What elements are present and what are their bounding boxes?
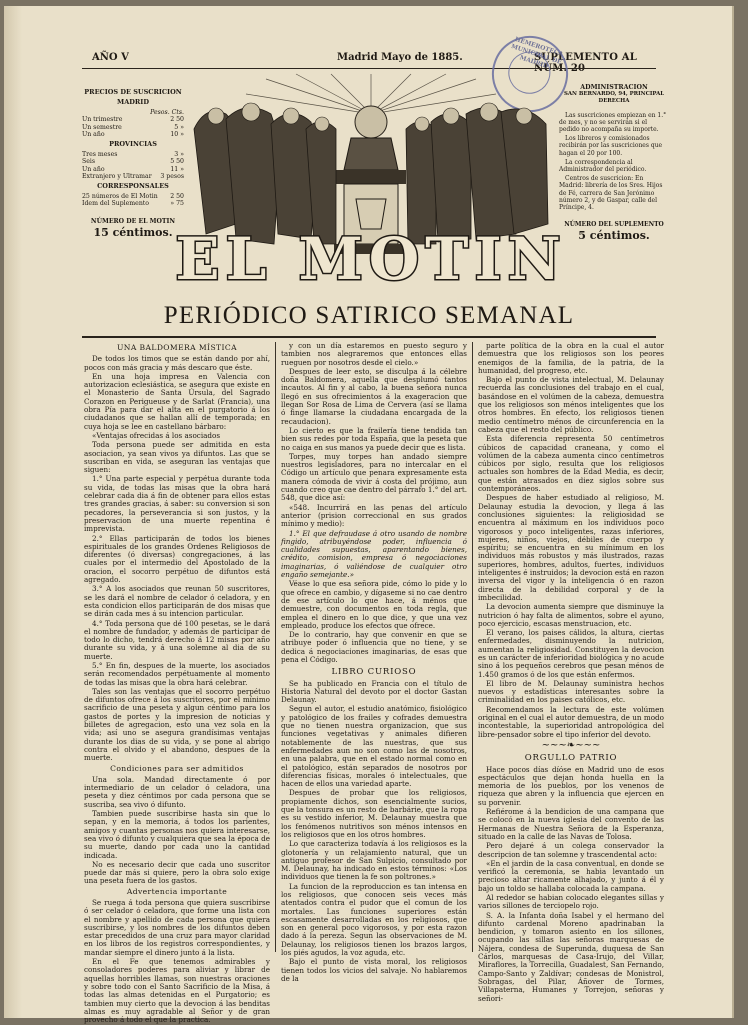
subtitle-rule [82, 336, 656, 338]
paragraph: 4.° Toda persona que dé 100 pesetas, se le dará el nombre de fundador, y además de participar de todo lo dicho, tendrá derecho á 12 misas por año durante su vida, y á una solemne al dia de su muerte. [84, 618, 270, 661]
price-row: Un año 10 » [82, 131, 184, 139]
ornament-divider: ~~~❧~~~ [541, 739, 601, 751]
paragraph: Recomendamos la lectura de este volúmen original en el cual el autor demuestra, de un modo incontestable, la superioridad antropológica del libre-pensador sobre el tipo inferior del devoto. [478, 704, 664, 739]
paragraph: Torpes, muy torpes han andado siempre nuestros legisladores, para no intercalar en el Código un artículo que penara expresamente esta manera cómoda de vivir á costa del prójimo, aun cuando creo que cae dentro del párrafo 1.° del art. 548, que dice así: [281, 451, 467, 503]
admin-line: La correspondencia al Administrador del periódico. [559, 158, 647, 174]
column-1 [84, 342, 270, 1025]
paragraph: La funcion de la reproduccion es tan intensa en los religiosos, que conocen seis veces más atentados contra el pudor que el comun de los mortales. Las funciones superiores están escasamente desarrolladas en los religiosos, que son en general poco vigorosos, y por esta razon dado á la pereza. Segun las observaciones de M. Delaunay, los religiosos tienen los brazos largos, los piés agudos, la voz aguda, etc. [281, 881, 467, 958]
subheading: Advertencia importante [126, 886, 228, 896]
paragraph: En el Fe que tenemos admirables y consoladores poderes para aliviar y librar de aquellas horribles llamas, son nuestras oraciones y sobre todo con el Santo Sacrificio de la Misa, á todas las almas detenidas en el Purgatorio; es tambien muy cierto que la devocion á las benditas almas es muy agradable al Señor y de gran provecho á todo el que la practica. [84, 957, 270, 1025]
admin-line: Centros de suscricion: En Madrid: librería de los Sres. Hijos de Fé, carrera de San Jerónimo número 2, y de Gaspar, calle del Príncipe, 4. [559, 175, 663, 212]
paragraph: «En el jardin de la casa conventual, en donde se verificó la ceremonia, se habia levantado un precioso altar ricamente alhajado, y junto á él y bajo un toldo se hallaba colocada la campana. [478, 858, 664, 893]
paragraph: Se ha publicado en Francia con el título de Historia Natural del devoto por el doctor Gastan Delaunay. [281, 678, 467, 705]
paragraph: Despues de probar que los religiosos, propiamente dichos, son esencialmente sucios, que la tonsura es un resto de barbárie, que la ropa es su vestido inferior, M. Delaunay muestra que los fenómenos nutritivos son ménos intensos en los religiosos que en los otros hombres. [281, 788, 467, 839]
issue-year: AÑO V [92, 52, 129, 63]
paragraph: 1.° Una parte especial y perpétua durante toda su vida, de todas las misas que la obra hará celebrar cada dia á fin de obtener para ellos estas tres grandes gracias, á saber: su conversion si son pecadores, la perseverancia si son justos, y la preservacion de una muerte repentina é imprevista. [84, 474, 270, 534]
article-heading: UNA BALDOMERA MÍSTICA [116, 343, 238, 352]
price-row: 25 números de El Motin 2 50 [82, 192, 184, 200]
paragraph: y con un día estaremos en puesto seguro y tambien nos alegraremos que entonces ellas rueguen por nosotros desde el cielo.» [281, 341, 467, 367]
price-row: Seis 5 50 [82, 158, 184, 166]
header-rule [82, 68, 656, 69]
paragraph: Lo que caracteriza todavía á los religiosos es la glotonería y un relajamiento natural, que un antiguo profesor de San Sulpicio, consultado por M. Delaunay, ha indicado en estos términos: «Los individuos que tienen la fe son poltrones.» [281, 839, 467, 882]
paragraph: El verano, los paises cálidos, la altura, ciertas enfermedades, disminuyendo la nutricion, aumentan la religiosidad. Constituyen la devocion es un carácter de inferioridad biológica y no acude sino á los pequeños cerebros que pesan ménos de 1.450 gramos ó de los que están enfermos. [478, 628, 664, 679]
header-line [82, 48, 656, 74]
column-2 [281, 342, 467, 984]
paragraph: Toda persona puede ser admitida en esta asociacion, ya sean vivos ya difuntos. Las que se suscriban en vida, se aseguran las ventajas que siguen: [84, 440, 270, 475]
prices-title: PRECIOS DE SUSCRICION [84, 88, 182, 96]
paragraph: Despues de haber estudiado al religioso, M. Delaunay estudia la devocion, y llega á las conclusiones siguientes: la religiosidad se encuentra al máximum en los individuos poco vigorosos y poco inteligentes, razas inferiores, mujeres, niños, viejos, débiles de cuerpo y espíritu; se encuentra en su mínimum en los individuos más robustos y más ilustrados, razas superiores, hombres, adultos, fuertes, individuos inteligentes é instruidos; la devocion está en razon inversa del vigor y la inteligencia ó en razon directa de la debilidad corporal y de la imbecilidad. [478, 493, 664, 602]
paragraph: Se ruega á toda persona que quiera suscribirse ó ser celador ó celadora, que forme una lista con el nombre y apellido de cada persona que quiera suscribirse, y los nombres de los difuntos deben estar precedidos de una cruz para mayor claridad en los libros de los registros correspondientes, y mandar siempre el dinero junto á la lista. [84, 898, 270, 957]
column-divider [472, 342, 473, 952]
newspaper-page [4, 6, 732, 1025]
price-row: Un trimestre 2 50 [82, 116, 184, 124]
column-divider [275, 342, 276, 952]
admin-title: ADMINISTRACION [580, 84, 648, 91]
supplement-number: SUPLEMENTO AL NÚM. 20 [534, 52, 637, 74]
paragraph: Hace pocos días díóse en Madrid uno de esos espectáculos que dejan honda huella en la memoria de los pueblos, por los venenos de riqueza que abren y la influencia que ejercen en su porvenir. [478, 764, 664, 807]
administration-box [559, 84, 669, 243]
paragraph: Una sola. Mandad directamente ó por intermediario de un celador ó celadora, una peseta y diez céntimos por cada persona que se suscriba, sea vivo ó difunto. [84, 774, 270, 809]
paragraph: Esta diferencia representa 50 centímetros cúbicos de capacidad craneana, y como el volúmen de la cabeza aumenta cinco centímetros cúbicos por siglo, resulta que los religiosos actuales son hombres de la Edad Media, es decir, que están atrasados en diez siglos sobre sus contemporáneos. [478, 434, 664, 494]
issue-price: 15 céntimos. [93, 226, 173, 240]
supplement-price-label: NÚMERO DEL SUPLEMENTO [564, 221, 664, 229]
admin-line: Los libreros y comisionados recibirán por las suscriciones que hagan el 20 por 100. [559, 135, 663, 157]
paragraph: Al rededor se habian colocado elegantes sillas y varios sillones de terciopelo rojo. [478, 893, 664, 911]
paragraph: Despues de leer esto, se disculpa á la célebre doña Baldomera, aquella que desplumó tantos incautos. Al fin y al cabo, la buena señora nunca llegó en sus ofrecimientos á la exageracion que llegan Sor Rosa de Lima de Cervera (así se llama ó finge llamarse la ciudadana encargada de la recaudacion). [281, 366, 467, 426]
column-3 [478, 342, 664, 1004]
admin-line: Las suscriciones empiezan en 1.° de mes, y no se servirán si el pedido no acompaña su importe. [559, 111, 667, 134]
prices-corresponsales: CORRESPONSALES [97, 182, 169, 191]
paragraph: 3.° A los asociados que reunan 50 suscritores, se les dará el nombre de celador ó celadora, y en esta condicion ellos participarán de dos misas que se dirán cada mes á su intencion particular. [84, 584, 270, 619]
price-row: Tres meses 3 » [82, 150, 184, 158]
paragraph: Tales son las ventajas que el socorro perpétuo de difuntos ofrece á los suscritores, por el mínimo sacrificio de una peseta y algun céntimo para los gastos de portes y la impresion de noticias y billetes de agregacion, esto una vez sola en la vida; así uno se asegura grandísimas ventajas durante los dias de su vida, y se pone al abrigo contra el olvido y el abandono, despues de la muerte. [84, 686, 270, 763]
paragraph: Segun el autor, el estudio anatómico, fisiológico y patológico de los frailes y cofrades demuestra que no tienen nuestra organizacion, que sus funciones vegetativas y animales difieren notablemente de las nuestras, que sus enfermedades aun no son como las de nosotros, en una palabra, que en el estado normal como en el patológico, están separados de nosotros por diferencias físicas, morales ó intelectuales, que hacen de ellos una variedad aparte. [281, 704, 467, 789]
paragraph: Refiérome á la bendicion de una campana que se colocó en la nueva iglesia del convento de las Hermanas de Nuestra Señora de la Esperanza, situado en la calle de las Navas de Tolosa. [478, 807, 664, 841]
paragraph: 2.° Ellas participarán de todos los bienes espirituales de los grandes Ordenes Religiosos de diferentes (ó diversas) congregaciones, á las cuales por el intermedio del Apostolado de la oracion, el socorro perpétuo de difuntos está agregado. [84, 533, 270, 585]
prices-madrid: MADRID [117, 98, 149, 107]
paragraph: No es necesario decir que cada uno suscritor puede dar más si quiere, pero la obra solo exige una peseta fuera de los gastos. [84, 859, 270, 886]
issue-price-label: NÚMERO DE EL MOTIN [90, 217, 176, 225]
subscription-prices [82, 86, 184, 240]
paragraph: La devocion aumenta siempre que disminuye la nutricion ó hay falta de alimentos, sobre el ayuno, poco ejercicio, escasas menstruacion, etc. [478, 602, 664, 628]
paragraph: De todos los timos que se están dando por ahí, pocos con más gracia y más descaro que éste. [84, 354, 270, 372]
library-stamp: HEMEROTECA MUNICIPAL DE MADRID [482, 26, 578, 122]
supplement-price: 5 céntimos. [578, 229, 650, 243]
prices-units: Pesos. Cts. [150, 108, 184, 116]
paragraph: Bajo el punto de vista intelectual, M. Delaunay recuerda las conclusiones del trabajo en el cual, basándose en el volúmen de la cabeza, demuestra que los religiosos son ménos inteligentes que los otros hombres. En efecto, los religiosos tienen medio centímetro ménos de circunferencia en la cabeza que el resto del público. [478, 375, 664, 434]
newspaper-subtitle: PERIÓDICO SATIRICO SEMANAL [163, 302, 575, 329]
article-heading: ORGULLO PATRIO [524, 753, 618, 764]
paragraph: Véase lo que esa señora pide, cómo lo pide y lo que ofrece en cambio, y dígaseme si no cae dentro de ese artículo lo que hace, á ménos que demuestre, con documentos en toda regla, que emplea el dinero en lo que dice, y que una vez empleado, produce los efectos que ofrece. [281, 579, 467, 630]
paragraph: «548. Incurrirá en las penas del artículo anterior (prision correccional en sus grados mínimo y medio): [281, 502, 467, 529]
price-row: Extranjero y Ultramar 3 pesos [82, 173, 184, 181]
subheading: Condiciones para ser admitidos [110, 763, 244, 773]
paragraph: 1.° El que defraudase á otro usando de nombre fingido, atribuyéndose poder, influencia ó cualidades supuestas, aparentando bienes, crédito, comision, empresa ó negociaciones imaginarias, ó valiéndose de cualquier otro engaño semejante.» [281, 528, 467, 580]
paragraph: Pero dejaré á un colega conservador la descripcion de tan solemne y trascendental acto: [478, 841, 664, 859]
paragraph: Lo cierto es que la frailería tiene tendida tan bien sus redes por toda España, que la peseta que no caiga en sus manos ya puede decir que es lista. [281, 425, 467, 452]
paragraph: «Ventajas ofrecidas á los asociados [92, 430, 221, 440]
paragraph: Bajo el punto de vista moral, los religiosos tienen todos los vicios del salvaje. No hablaremos de la [281, 957, 467, 983]
price-row: Idem del Suplemento » 75 [82, 200, 184, 208]
paragraph: De lo contrario, hay que convenir en que se atribuye poder ó influencia que no tiene, y se dedica á negociaciones imaginarias, de esas que pena el Código. [281, 630, 467, 664]
admin-address: SAN BERNARDO, 94, PRINCIPAL DERECHA [563, 91, 665, 105]
issue-date: Madrid Mayo de 1885. [337, 52, 463, 63]
paragraph: parte política de la obra en la cual el autor demuestra que los religiosos son los peores enemigos de la familia, de la patria, de la humanidad, del progreso, etc. [478, 341, 664, 375]
masthead-title: EL MOTIN [175, 225, 567, 293]
paragraph: S. A. la Infanta doña Isabel y el hermano del difunto cardenal Moreno apadrinaban la bendicion, y tomaron asiento en los sillones, ocupando las sillas las señoras marquesas de Nájera, condesa de Superunda, duquesa de San Cárlos, marquesas de Casa-Irujo, del Villar, Miraflores, la Torrecilla, Guadalest, San Fernando, Campo-Santo y Zaldívar; condesas de Monistrol, Sobragas, del Pilar, Áñover de Tormes, Villapaterna, Humanes y Torrejon, señoras y señori- [478, 910, 664, 1003]
paragraph: Tambien puede suscribirse hasta sin que lo sepan, y en la memoria, á todos los parientes, amigos y cuantas personas nos quiera interesarse, sea vivo ó difunto y cualquiera que sea la época de su muerte, dando por cada uno la cantidad indicada. [84, 809, 270, 860]
article-heading: LIBRO CURIOSO [331, 667, 417, 678]
paragraph: 5.° En fin, despues de la muerte, los asociados serán recomendados perpétuamente al momento de todas las misas que la obra hará celebrar. [84, 660, 270, 687]
prices-provincias: PROVINCIAS [109, 140, 157, 149]
masthead-illustration [175, 74, 567, 296]
price-row: Un año 11 » [82, 165, 184, 173]
paragraph: En una hoja impresa en Valencia con autorizacion eclesiástica, se asegura que existe en el Monasterio de Santa Úrsula, del Sagrado Corazon en Perigueuse y de Sarlat (Francia), una obra Pía para dar el alta en el purgatorio á los ciudadanos que se hallan allí de temporada; en cuya hoja se lee en castellano bárbaro: [84, 371, 270, 431]
price-row: Un semestre 5 » [82, 123, 184, 131]
paragraph: El libro de M. Delaunay suministra hechos nuevos y estadísticas interesantes sobre la criminalidad en los paises católicos, etc. [478, 678, 664, 705]
